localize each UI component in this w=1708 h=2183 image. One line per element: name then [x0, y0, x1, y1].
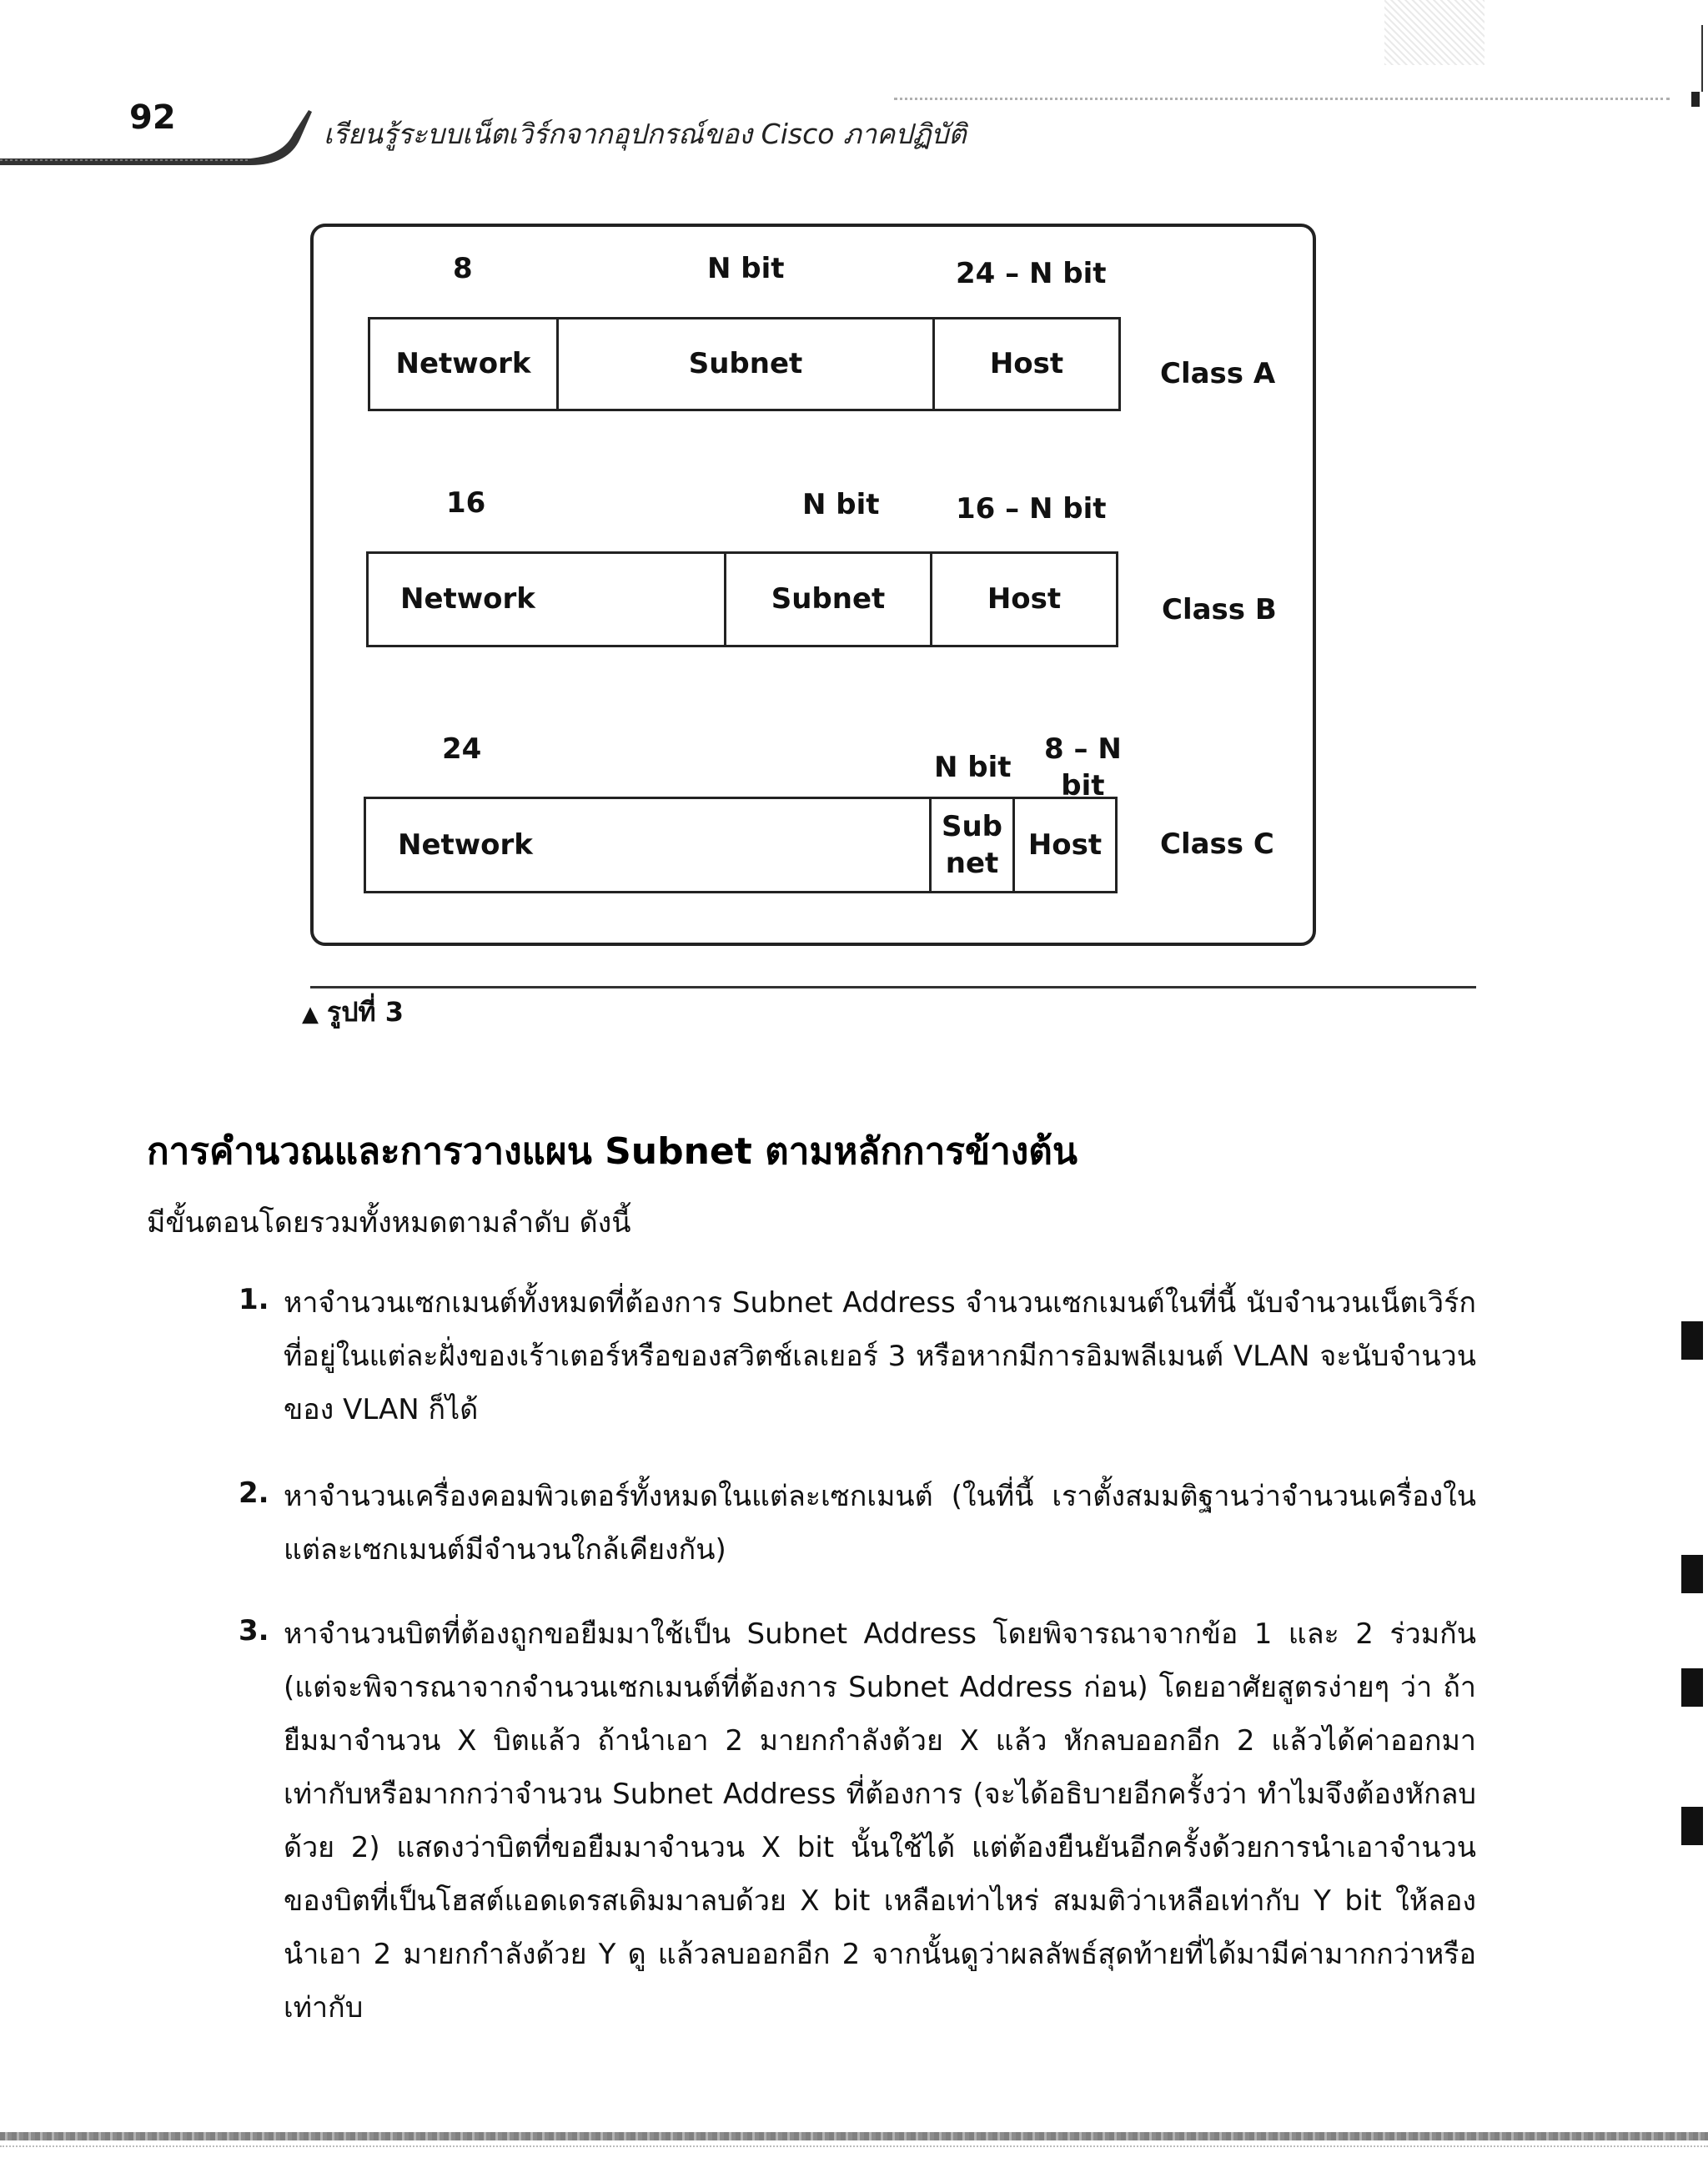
- thumb-index-mark: [1681, 1555, 1703, 1593]
- header-rule: [894, 98, 1670, 100]
- figure-caption: [302, 991, 404, 1034]
- list-item-text: หาจำนวนเซกเมนต์ทั้งหมดที่ต้องการ Subnet Address จำนวนเซกเมนต์ในที่นี้ นับจำนวนเน็ตเวิร์กที่อยู่ในแต่ละฝั่งของเร้าเตอร์หรือของสวิตช์เลเยอร์ 3 หรือหากมีการอิมพลีเมนต์ VLAN จะนับจำนวนของ VLAN ก็ได้: [284, 1286, 1476, 1426]
- class-a-network-field: Network: [370, 319, 559, 409]
- class-b-subnet-field: Subnet: [726, 554, 932, 645]
- triangle-icon: ▲: [302, 1002, 319, 1027]
- thumb-index-mark: [1681, 1807, 1703, 1845]
- class-a-subnet-field: Subnet: [559, 319, 935, 409]
- class-a-host-field: Host: [989, 347, 1064, 381]
- class-b-host-bits: 16 – N bit: [956, 492, 1107, 526]
- figure-caption-text: รูปที่ 3: [327, 996, 404, 1028]
- scan-noise: [1384, 0, 1484, 65]
- thumb-index-mark: [1681, 1668, 1703, 1707]
- list-item-number: 1.: [239, 1283, 269, 1316]
- class-b-network-field: Network: [369, 554, 726, 645]
- class-a-network-bits: 8: [453, 252, 473, 285]
- bottom-dotted-rule: [0, 2145, 1708, 2147]
- section-intro: มีขั้นตอนโดยรวมทั้งหมดตามลำดับ ดังนี้: [147, 1206, 631, 1240]
- running-head: เรียนรู้ระบบเน็ตเวิร์กจากอุปกรณ์ของ Cisco ภาคปฏิบัติ: [324, 118, 967, 150]
- section-heading: การคำนวณและการวางแผน Subnet ตามหลักการข้างต้น: [147, 1130, 1078, 1173]
- margin-mark: [1691, 92, 1700, 107]
- list-item-number: 3.: [239, 1614, 269, 1647]
- class-c-host-field: Host: [1027, 827, 1103, 862]
- class-b-label: Class B: [1162, 593, 1277, 626]
- class-a-host-bits: 24 – N bit: [956, 257, 1107, 290]
- class-c-address-row: [364, 797, 1118, 893]
- class-c-network-bits: 24: [442, 732, 482, 766]
- thumb-index-mark: [1681, 1321, 1703, 1360]
- class-c-subnet-bits: N bit: [934, 751, 1012, 784]
- class-b-subnet-bits: N bit: [802, 488, 880, 521]
- caption-rule: [310, 986, 1476, 988]
- page-number: 92: [129, 98, 176, 137]
- margin-rule: [1701, 25, 1703, 92]
- class-b-address-row: [366, 551, 1118, 647]
- class-a-subnet-bits: N bit: [707, 252, 785, 285]
- list-item-text: หาจำนวนเครื่องคอมพิวเตอร์ทั้งหมดในแต่ละเซกเมนต์ (ในที่นี้ เราตั้งสมมติฐานว่าจำนวนเครื่องในแต่ละเซกเมนต์มีจำนวนใกล้เคียงกัน): [284, 1480, 1476, 1567]
- bottom-rule: [0, 2132, 1708, 2140]
- class-c-host-bits: 8 – N bit: [1044, 732, 1122, 802]
- list-item-text: หาจำนวนบิตที่ต้องถูกขอยืมมาใช้เป็น Subnet Address โดยพิจารณาจากข้อ 1 และ 2 ร่วมกัน (แต่จะพิจารณาจากจำนวนเซกเมนต์ที่ต้องการ Subnet Address ก่อน) โดยอาศัยสูตรง่ายๆ ว่า ถ้ายืมมาจำนวน X บิตแล้ว ถ้านำเอา 2 มายกกำลังด้วย X แล้ว หักลบออกอีก 2 แล้วได้ค่าออกมาเท่ากับหรือมากกว่าจำนวน Subnet Address ที่ต้องการ (จะได้อธิบายอีกครั้งว่า ทำไมจึงต้องหักลบด้วย 2) แสดงว่าบิตที่ขอยืมมาจำนวน X bit นั้นใช้ได้ แต่ต้องยืนยันอีกครั้งด้วยการนำเอาจำนวนของบิตที่เป็นโฮสต์แอดเดรสเดิมมาลบด้วย X bit เหลือเท่าไหร่ สมมติว่าเหลือเท่ากับ Y bit ให้ลองนำเอา 2 มายกกำลังด้วย Y ดู แล้วลบออกอีก 2 จากนั้นดูว่าผลลัพธ์สุดท้ายที่ได้มามีค่ามากกว่าหรือเท่ากับ: [284, 1617, 1476, 2025]
- class-c-label: Class C: [1160, 827, 1274, 861]
- class-a-label: Class A: [1160, 357, 1276, 390]
- class-c-subnet-field: Sub net: [932, 799, 1015, 891]
- class-a-address-row: [368, 317, 1121, 411]
- class-b-network-bits: 16: [446, 486, 486, 520]
- class-b-host-field: Host: [987, 582, 1062, 616]
- class-c-network-field: Network: [366, 799, 932, 891]
- list-item-number: 2.: [239, 1476, 269, 1510]
